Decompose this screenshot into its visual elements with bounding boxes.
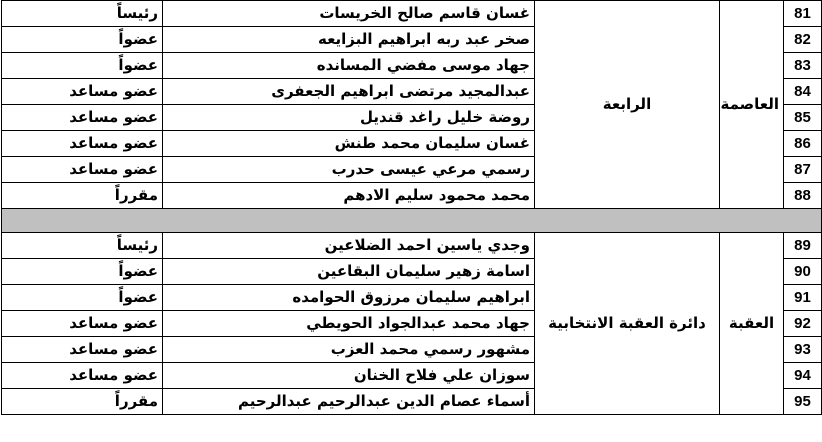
row-number: 86 (784, 131, 822, 157)
row-number: 83 (784, 53, 822, 79)
row-number: 89 (784, 233, 822, 259)
row-number: 82 (784, 27, 822, 53)
separator-cell (2, 209, 822, 233)
member-name: عبدالمجيد مرتضى ابراهيم الجعفرى (163, 79, 535, 105)
member-role: عضواً (2, 53, 163, 79)
row-number: 88 (784, 183, 822, 209)
row-number: 90 (784, 259, 822, 285)
committee-table (1, 0, 822, 415)
member-role: عضو مساعد (2, 131, 163, 157)
governorate-cell: العقبة (720, 233, 784, 415)
member-name: غسان سليمان محمد طنش (163, 131, 535, 157)
member-name: جهاد موسى مفضي المسانده (163, 53, 535, 79)
table-row (2, 1, 822, 27)
row-number: 84 (784, 79, 822, 105)
member-name: وجدي ياسين احمد الضلاعين (163, 233, 535, 259)
member-name: اسامة زهير سليمان البقاعين (163, 259, 535, 285)
member-role: عضواً (2, 285, 163, 311)
member-role: رئيساً (2, 233, 163, 259)
row-number: 92 (784, 311, 822, 337)
member-role: عضو مساعد (2, 157, 163, 183)
member-role: عضو مساعد (2, 105, 163, 131)
member-name: أسماء عصام الدين عبدالرحيم عبدالرحيم (163, 389, 535, 415)
member-role: عضواً (2, 27, 163, 53)
member-role: رئيساً (2, 1, 163, 27)
district-cell: الرابعة (535, 1, 720, 209)
member-role: عضو مساعد (2, 337, 163, 363)
row-number: 85 (784, 105, 822, 131)
member-name: روضة خليل راغد قنديل (163, 105, 535, 131)
member-role: عضواً (2, 259, 163, 285)
member-role: عضو مساعد (2, 363, 163, 389)
member-name: صخر عبد ربه ابراهيم البزايعه (163, 27, 535, 53)
row-number: 91 (784, 285, 822, 311)
row-number: 93 (784, 337, 822, 363)
row-number: 81 (784, 1, 822, 27)
member-name: غسان قاسم صالح الخريسات (163, 1, 535, 27)
member-name: جهاد محمد عبدالجواد الحويطي (163, 311, 535, 337)
table-body (2, 1, 822, 415)
member-name: محمد محمود سليم الادهم (163, 183, 535, 209)
row-number: 87 (784, 157, 822, 183)
member-name: ابراهيم سليمان مرزوق الحوامده (163, 285, 535, 311)
member-role: عضو مساعد (2, 311, 163, 337)
member-name: رسمي مرعي عيسى حدرب (163, 157, 535, 183)
section-separator (2, 209, 822, 233)
governorate-cell: العاصمة (720, 1, 784, 209)
member-name: سوزان علي فلاح الخنان (163, 363, 535, 389)
district-cell: دائرة العقبة الانتخابية (535, 233, 720, 415)
member-role: مقرراً (2, 389, 163, 415)
member-role: عضو مساعد (2, 79, 163, 105)
table-row (2, 233, 822, 259)
row-number: 94 (784, 363, 822, 389)
member-role: مقرراً (2, 183, 163, 209)
row-number: 95 (784, 389, 822, 415)
member-name: مشهور رسمي محمد العزب (163, 337, 535, 363)
